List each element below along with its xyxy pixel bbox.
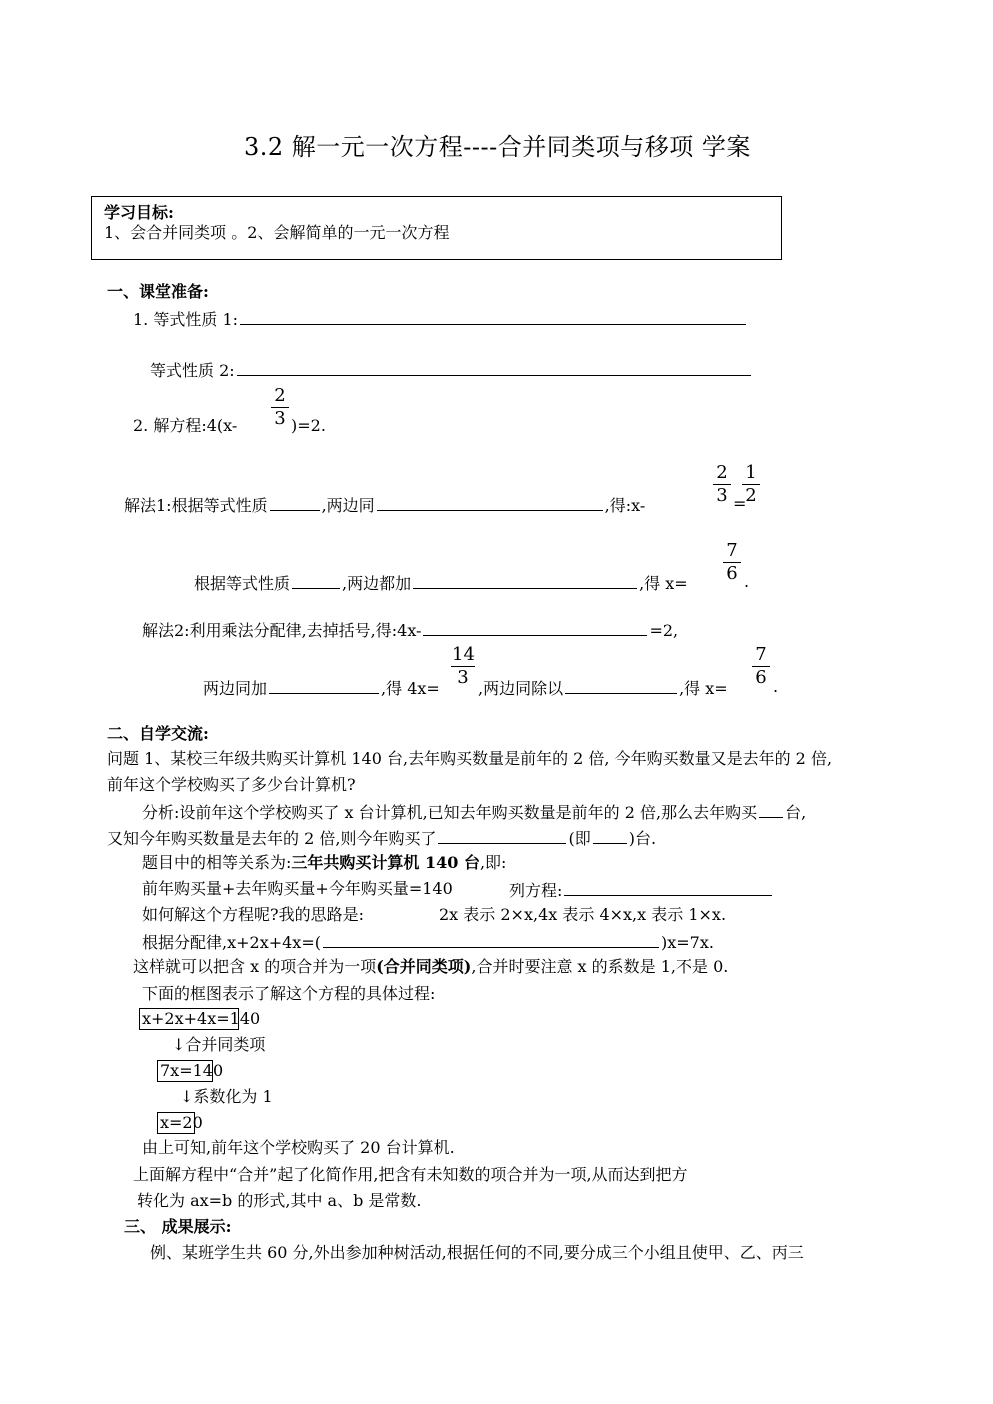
section3-heading: 三、 成果展示:	[124, 1217, 232, 1236]
analysis-line1: 分析:设前年这个学校购买了 x 台计算机,已知去年购买数量是前年的 2 倍,那么去年购买 台,	[142, 803, 807, 822]
method1-blank-operation	[377, 494, 603, 511]
goals-text: 1、会合并同类项 。2、会解简单的一元一次方程	[104, 223, 450, 242]
method1-period: .	[744, 572, 750, 591]
method1-line-a: 解法1:根据等式性质 ,两边同 ,得:x-	[124, 496, 646, 515]
method1-equals: =	[733, 494, 747, 513]
method2-blank-expand	[423, 619, 647, 636]
fraction-fourteen-thirds: $\frac{14}{3}$	[452, 644, 475, 688]
method2-line-b: 两边同加 ,得 4x=	[203, 679, 440, 698]
flow-step-combine: ↓合并同类项	[172, 1035, 266, 1054]
property2-line	[150, 359, 753, 381]
page-title: 3.2 解一元一次方程----合并同类项与移项 学案	[244, 133, 751, 161]
analysis-blank-lastyear	[759, 801, 783, 818]
fraction-seven-sixths-m2: $\frac{7}{6}$	[752, 644, 770, 689]
flow-intro: 下面的框图表示了解这个方程的具体过程:	[142, 984, 436, 1003]
method1-blank-property2	[292, 572, 340, 589]
problem-line2: 前年这个学校购买了多少台计算机?	[107, 775, 356, 794]
goals-heading: 学习目标:	[104, 203, 174, 222]
fraction-one-half: $\frac{1}{2}$	[742, 462, 760, 507]
equation-words: 前年购买量+去年购买量+今年购买量=140	[142, 879, 453, 898]
method2-blank-add	[269, 677, 379, 694]
property1-line	[133, 308, 748, 330]
combine-line: 这样就可以把含 x 的项合并为一项(合并同类项),合并时要注意 x 的系数是 1,不是 0.	[133, 957, 729, 976]
thinking-content: 2x 表示 2×x,4x 表示 4×x,x 表示 1×x.	[439, 905, 727, 924]
analysis-blank-thisyear	[438, 827, 566, 844]
method2-line-b2: ,两边同除以 ,得 x=	[478, 679, 728, 698]
conclusion-line: 由上可知,前年这个学校购买了 20 台计算机.	[142, 1138, 455, 1157]
section2-heading: 二、自学交流:	[107, 724, 209, 743]
equation-setup: 列方程:	[509, 879, 774, 901]
method1-line-b: 根据等式性质 ,两边都加 ,得 x=	[194, 574, 688, 593]
example-line: 例、某班学生共 60 分,外出参加种树活动,根据任何的不同,要分成三个小组且使甲、乙、丙三	[150, 1243, 804, 1262]
fraction-seven-sixths-m1: $\frac{7}{6}$	[723, 540, 741, 585]
method2-period: .	[773, 677, 779, 696]
thinking-label: 如何解这个方程呢?我的思路是:	[142, 905, 364, 924]
problem-line1: 问题 1、某校三年级共购买计算机 140 台,去年购买数量是前年的 2 倍, 今年购买数量又是去年的 2 倍,	[107, 749, 833, 768]
analysis-line2: 又知今年购买数量是去年的 2 倍,则今年购买了 (即 )台.	[107, 829, 657, 848]
flow-step-coefficient: ↓系数化为 1	[180, 1087, 273, 1106]
property2-blank	[237, 359, 751, 376]
distributive-blank	[323, 931, 659, 948]
note-line1: 上面解方程中“合并”起了化简作用,把含有未知数的项合并为一项,从而达到把方	[133, 1165, 688, 1184]
analysis-blank-ie	[593, 827, 627, 844]
property1-label: 1. 等式性质 1:	[133, 310, 239, 329]
flow-box-solution: x=20	[157, 1112, 195, 1134]
fraction-two-thirds-q2: $\frac{2}{3}$	[271, 385, 289, 430]
method1-blank-property	[270, 494, 320, 511]
fraction-two-thirds-m1: $\frac{2}{3}$	[713, 462, 731, 507]
flow-box-combined: 7x=140	[157, 1060, 213, 1082]
method1-blank-add	[413, 572, 637, 589]
equation-blank	[564, 879, 772, 896]
note-line2: 转化为 ax=b 的形式,其中 a、b 是常数.	[137, 1191, 422, 1210]
relation-line: 题目中的相等关系为:三年共购买计算机 140 台,即:	[142, 853, 507, 872]
distributive-line: 根据分配律,x+2x+4x=( )x=7x.	[142, 933, 714, 952]
flow-box-original: x+2x+4x=140	[139, 1008, 239, 1030]
section1-heading: 一、课堂准备:	[107, 282, 209, 301]
property1-blank	[240, 308, 746, 325]
property2-label: 等式性质 2:	[150, 361, 235, 380]
method2-line-a: 解法2:利用乘法分配律,去掉括号,得:4x- =2,	[142, 621, 679, 640]
q2-text-a: 2. 解方程:4(x-	[133, 416, 238, 435]
q2-text-b: )=2.	[291, 416, 326, 435]
method2-blank-divide	[565, 677, 677, 694]
